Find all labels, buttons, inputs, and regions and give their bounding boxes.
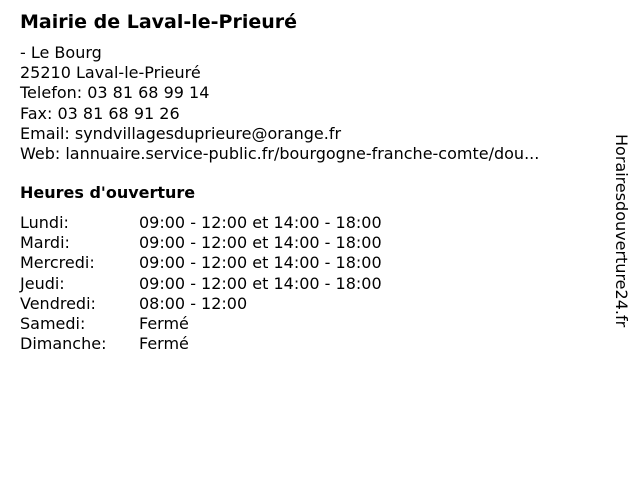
site-watermark: Horairesdouverture24.fr [612,134,631,328]
time-value: Fermé [139,313,189,333]
day-label: Samedi: [20,313,86,333]
street-address: - Le Bourg [20,43,102,62]
fax-number: Fax: 03 81 68 91 26 [20,103,180,123]
time-value: 09:00 - 12:00 et 14:00 - 18:00 [139,253,382,273]
day-label: Mercredi: [20,253,95,273]
day-label: Dimanche: [20,334,107,354]
time-value: 09:00 - 12:00 et 14:00 - 18:00 [139,273,382,293]
time-value: 09:00 - 12:00 et 14:00 - 18:00 [139,213,382,232]
city-address: 25210 Laval-le-Prieuré [20,63,201,83]
time-value: 09:00 - 12:00 et 14:00 - 18:00 [139,233,382,253]
time-value: 08:00 - 12:00 [139,293,248,313]
web-address: Web: lannuaire.service-public.fr/bourgogne-franche-comte/dou... [20,144,540,164]
email-address: Email: syndvillagesduprieure@orange.fr [20,123,342,143]
day-label: Lundi: [20,213,69,232]
time-value: Fermé [139,334,189,354]
hours-heading: Heures d'ouverture [20,183,196,202]
phone-number: Telefon: 03 81 68 99 14 [20,83,210,103]
day-label: Vendredi: [20,293,96,313]
page-title: Mairie de Laval-le-Prieuré [20,11,298,33]
contact-block [20,43,539,164]
day-label: Mardi: [20,233,70,253]
day-label: Jeudi: [20,273,65,293]
